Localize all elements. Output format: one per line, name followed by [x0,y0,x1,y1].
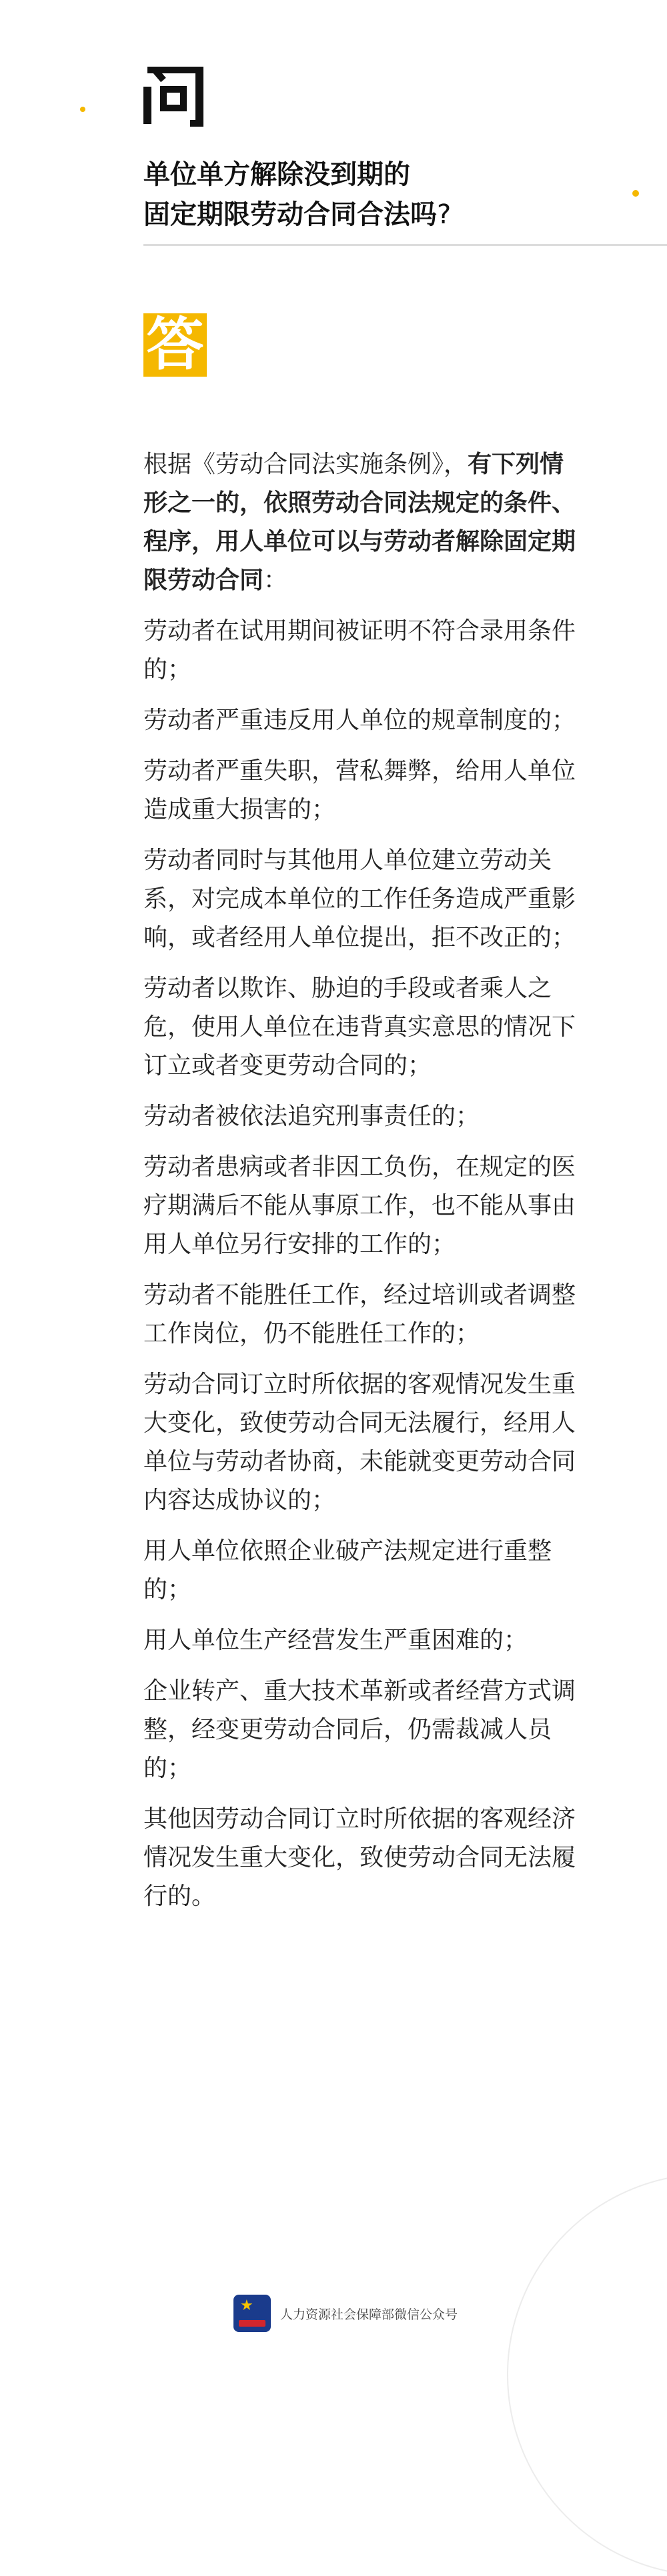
answer-body [143,445,584,1928]
question-mark: ? [437,199,452,230]
answer-item: 劳动者患病或者非因工负伤，在规定的医疗期满后不能从事原工作，也不能从事由用人单位另行安排的工作的； [143,1153,576,1258]
question-icon [143,67,203,127]
answer-icon: 答 [143,313,207,377]
question-line-2: 固定期限劳动合同合法吗? [143,199,452,230]
answer-item: 用人单位生产经营发生严重困难的； [143,1627,528,1654]
answer-item: 劳动者不能胜任工作，经过培训或者调整工作岗位，仍不能胜任工作的； [143,1281,576,1347]
answer-item: 劳动者被依法追究刑事责任的； [143,1103,480,1130]
answer-item: 劳动者以欺诈、胁迫的手段或者乘人之危，使用人单位在违背真实意思的情况下订立或者变更劳动合同的； [143,975,576,1079]
answer-item: 劳动者同时与其他用人单位建立劳动关系，对完成本单位的工作任务造成严重影响，或者经用人单位提出，拒不改正的； [143,847,576,951]
answer-intro: 根据《劳动合同法实施条例》，有下列情形之一的，依照劳动合同法规定的条件、程序，用人单位可以与劳动者解除固定期限劳动合同： [143,451,576,594]
answer-item: 其他因劳动合同订立时所依据的客观经济情况发生重大变化，致使劳动合同无法履行的。 [143,1805,576,1910]
answer-item: 劳动者严重失职，营私舞弊，给用人单位造成重大损害的； [143,757,576,823]
question-line-1: 单位单方解除没到期的 [143,159,410,190]
ministry-emblem-icon [233,2295,271,2332]
decor-dot-left [80,107,85,112]
question-title [143,155,650,235]
emblem-base [239,2320,265,2327]
decor-circle [507,2173,667,2576]
star-icon: ★ [240,2297,253,2314]
header-divider [143,244,667,246]
footer-source-text: 人力资源社会保障部微信公众号 [280,2307,458,2322]
answer-item: 劳动合同订立时所依据的客观情况发生重大变化，致使劳动合同无法履行，经用人单位与劳动者协商，未能就变更劳动合同内容达成协议的； [143,1371,576,1514]
answer-item: 劳动者在试用期间被证明不符合录用条件的； [143,617,576,683]
answer-item: 劳动者严重违反用人单位的规章制度的； [143,707,576,734]
footer-source [233,2293,458,2333]
answer-item: 企业转产、重大技术革新或者经营方式调整，经变更劳动合同后，仍需裁减人员的； [143,1677,576,1782]
answer-item: 用人单位依照企业破产法规定进行重整的； [143,1537,552,1603]
